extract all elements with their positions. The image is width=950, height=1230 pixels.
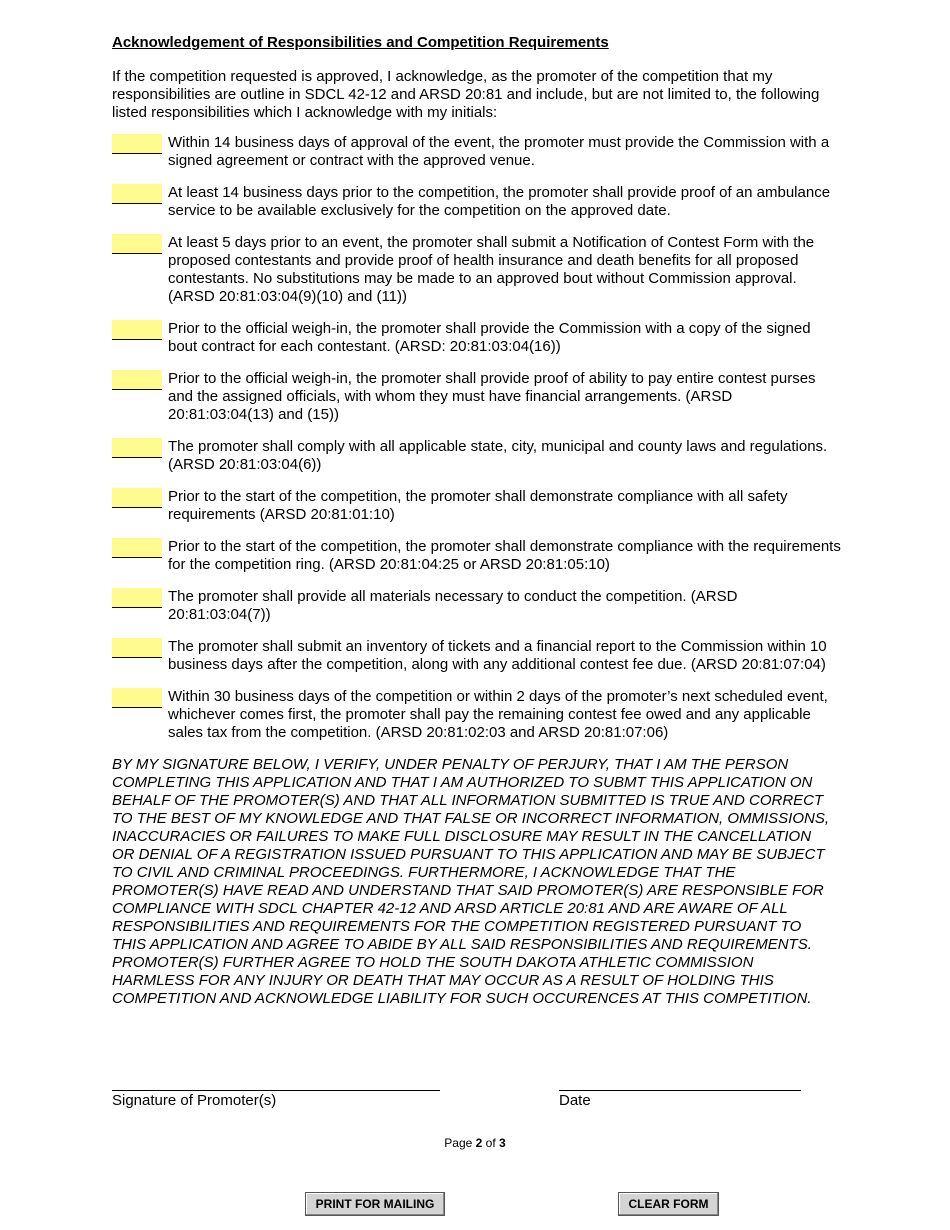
initials-field[interactable] xyxy=(112,184,162,204)
initials-field[interactable] xyxy=(112,538,162,558)
print-for-mailing-button[interactable]: PRINT FOR MAILING xyxy=(305,1192,445,1216)
responsibility-text: Within 30 business days of the competition or within 2 days of the promoter’s next scheduled event, whichever comes first, the promoter shall pay the remaining contest fee owed and any applicable sales tax from the competition. (ARSD 20:81:02:03 and ARSD 20:81:07:06) xyxy=(168,688,828,741)
initials-field[interactable] xyxy=(112,488,162,508)
page-prefix: Page xyxy=(444,1136,476,1150)
form-heading: Acknowledgement of Responsibilities and Competition Requirements xyxy=(112,34,609,51)
clear-form-button[interactable]: CLEAR FORM xyxy=(618,1192,719,1216)
form-page xyxy=(112,34,842,1008)
list-item xyxy=(112,134,842,170)
list-item xyxy=(112,538,842,574)
list-item xyxy=(112,638,842,674)
responsibility-text: Within 14 business days of approval of the event, the promoter must provide the Commission with a signed agreement or contract with the approved venue. xyxy=(168,134,830,169)
initials-field[interactable] xyxy=(112,588,162,608)
responsibility-text: The promoter shall provide all materials necessary to conduct the competition. (ARSD 20:81:03:04(7)) xyxy=(168,588,738,623)
list-item xyxy=(112,234,842,306)
initials-field[interactable] xyxy=(112,234,162,254)
signature-row xyxy=(112,1078,812,1118)
list-item xyxy=(112,320,842,356)
initials-field[interactable] xyxy=(112,134,162,154)
list-item xyxy=(112,588,842,624)
responsibility-text: At least 14 business days prior to the competition, the promoter shall provide proof of an ambulance service to be available exclusively for the competition on the approved date. xyxy=(168,184,831,219)
initials-field[interactable] xyxy=(112,688,162,708)
signature-field[interactable] xyxy=(112,1078,440,1091)
verification-statement: BY MY SIGNATURE BELOW, I VERIFY, UNDER PENALTY OF PERJURY, THAT I AM THE PERSON COMPLETING THIS APPLICATION AND THAT I AM AUTHORIZED TO SUBMT THIS APPLICATION ON BEHALF OF THE PROMOTER(S) AND THAT ALL INFORMATION SUBMITTED IS TRUE AND CORRECT TO THE BEST OF MY KNOWLEDGE AND THAT FALSE OR INCORRECT INFORMATION, OMMISSIONS, INACCURACIES OR FAILURES TO MAKE FULL DISCLOSURE MAY RESULT IN THE CANCELLATION OR DENIAL OF A REGISTRATION ISSUED PURSUANT TO THIS APPLICATION AND MAY BE SUBJECT TO CIVIL AND CRIMINAL PROCEEDINGS. FURTHERMORE, I ACKNOWLEDGE THAT THE PROMOTER(S) HAVE READ AND UNDERSTAND THAT SAID PROMOTER(S) ARE RESPONSIBLE FOR COMPLIANCE WITH SDCL CHAPTER 42-12 AND ARSD ARTICLE 20:81 AND ARE AWARE OF ALL RESPONSIBILITIES AND REQUIREMENTS FOR THE COMPETITION REGISTERED PURSUANT TO THIS APPLICATION AND AGREE TO ABIDE BY ALL SAID RESPONSIBILITIES AND REQUIREMENTS. PROMOTER(S) FURTHER AGREE TO HOLD THE SOUTH DAKOTA ATHLETIC COMMISSION HARMLESS FOR ANY INJURY OR DEATH THAT MAY OCCUR AS A RESULT OF HOLDING THIS COMPETITION AND ACKNOWLEDGE LIABILITY FOR SUCH OCCURENCES AT THIS COMPETITION. xyxy=(112,756,830,1007)
responsibility-text: At least 5 days prior to an event, the promoter shall submit a Notification of Contest Form with the proposed contestants and provide proof of health insurance and death benefits for all proposed contestants. No substitutions may be made to an approved bout without Commission approval. (ARSD 20:81:03:04(9)(10) and (11)) xyxy=(168,234,815,305)
page-total: 3 xyxy=(499,1136,506,1150)
initials-field[interactable] xyxy=(112,370,162,390)
date-field[interactable] xyxy=(559,1078,801,1091)
list-item xyxy=(112,688,842,742)
page-indicator xyxy=(0,1136,950,1150)
responsibility-list xyxy=(112,134,842,742)
responsibility-text: Prior to the official weigh-in, the promoter shall provide the Commission with a copy of the signed bout contract for each contestant. (ARSD: 20:81:03:04(16)) xyxy=(168,320,811,355)
responsibility-text: The promoter shall submit an inventory of tickets and a financial report to the Commission within 10 business days after the competition, along with any additional contest fee due. (ARSD 20:81:07:04) xyxy=(168,638,827,673)
initials-field[interactable] xyxy=(112,320,162,340)
initials-field[interactable] xyxy=(112,438,162,458)
page-current: 2 xyxy=(475,1136,483,1150)
responsibility-text: The promoter shall comply with all applicable state, city, municipal and county laws and regulations. (ARSD 20:81:03:04(6)) xyxy=(168,438,828,473)
responsibility-text: Prior to the official weigh-in, the promoter shall provide proof of ability to pay entire contest purses and the assigned officials, with whom they must have financial arrangements. (ARSD 20:81:03:04(13) and (15)) xyxy=(168,370,816,423)
initials-field[interactable] xyxy=(112,638,162,658)
date-label: Date xyxy=(559,1092,591,1109)
responsibility-text: Prior to the start of the competition, the promoter shall demonstrate compliance with all safety requirements (ARSD 20:81:01:10) xyxy=(168,488,788,523)
intro-paragraph: If the competition requested is approved, I acknowledge, as the promoter of the competition that my responsibilities are outline in SDCL 42-12 and ARSD 20:81 and include, but are not limited to, the following listed responsibilities which I acknowledge with my initials: xyxy=(112,68,820,121)
page-of: of xyxy=(482,1136,500,1150)
list-item xyxy=(112,438,842,474)
signature-label: Signature of Promoter(s) xyxy=(112,1092,277,1109)
list-item xyxy=(112,184,842,220)
list-item xyxy=(112,370,842,424)
list-item xyxy=(112,488,842,524)
responsibility-text: Prior to the start of the competition, the promoter shall demonstrate compliance with the requirements for the competition ring. (ARSD 20:81:04:25 or ARSD 20:81:05:10) xyxy=(168,538,841,573)
